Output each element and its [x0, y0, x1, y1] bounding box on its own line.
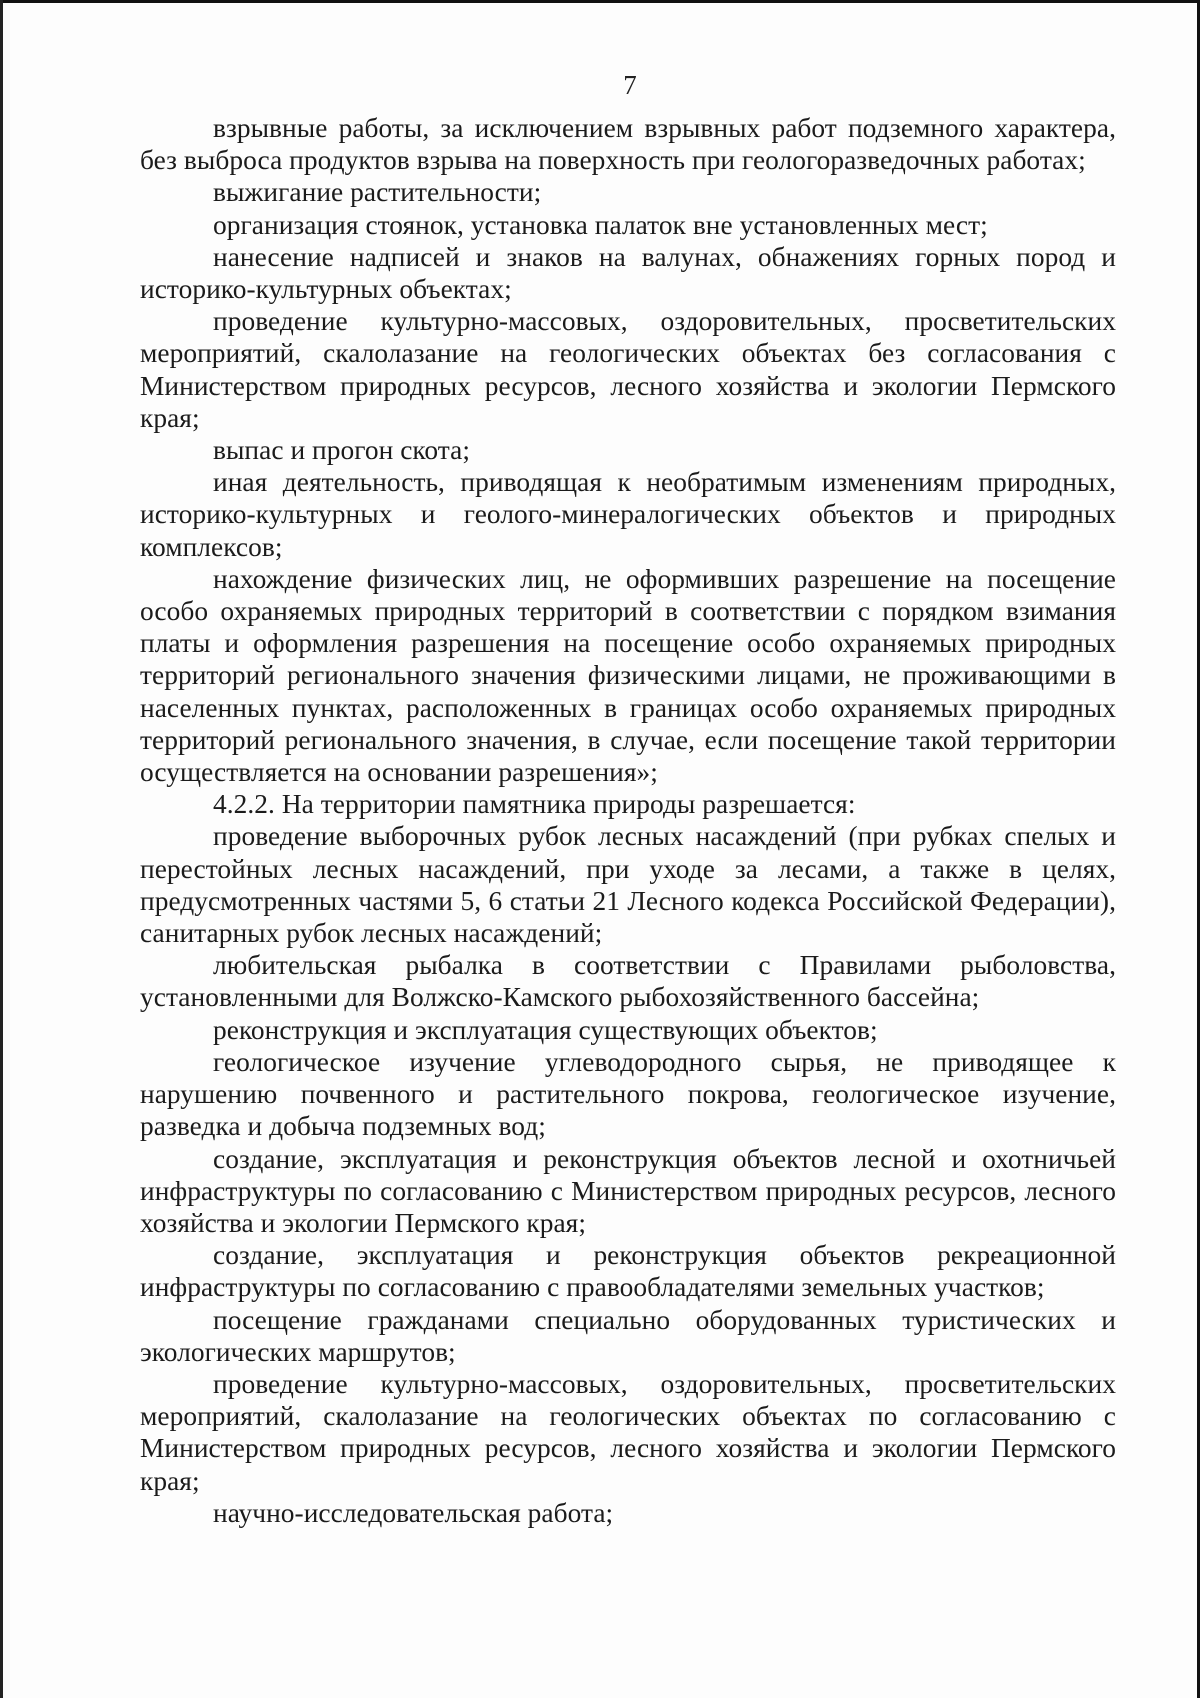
paragraph: геологическое изучение углеводородного сырья, не приводящее к нарушению почвенного и растительного покрова, геологическое изучение, разведка и добыча подземных вод; [140, 1046, 1116, 1142]
paragraph: любительская рыбалка в соответствии с Правилами рыболовства, установленными для Волжско-Камского рыбохозяйственного бассейна; [140, 950, 1116, 1013]
document-body [140, 112, 1116, 1529]
paragraph: нахождение физических лиц, не оформивших разрешение на посещение особо охраняемых природных территорий в соответствии с порядком взимания платы и оформления разрешения на посещение особо охраняемых природных территорий регионального значения физическими лицами, не проживающими в населенных пунктах, расположенных в границах особо охраняемых природных территорий регионального значения, в случае, если посещение такой территории осуществляется на основании разрешения»; [140, 563, 1116, 788]
section-heading-4-2-2: 4.2.2. На территории памятника природы разрешается: [213, 789, 856, 820]
paragraph: организация стоянок, установка палаток вне установленных мест; [213, 209, 988, 240]
paragraph: проведение культурно-массовых, оздоровительных, просветительских мероприятий, скалолазание на геологических объектах без согласования с Министерством природных ресурсов, лесного хозяйства и экологии Пермского края; [140, 306, 1116, 433]
paragraph: выпас и прогон скота; [213, 435, 470, 466]
paragraph: взрывные работы, за исключением взрывных работ подземного характера, без выброса продуктов взрыва на поверхность при геологоразведочных работах; [140, 113, 1116, 176]
paragraph: научно-исследовательская работа; [213, 1497, 614, 1528]
paragraph: посещение гражданами специально оборудованных туристических и экологических маршрутов; [140, 1304, 1116, 1367]
paragraph: выжигание растительности; [213, 177, 542, 208]
paragraph: создание, эксплуатация и реконструкция объектов рекреационной инфраструктуры по согласованию с правообладателями земельных участков; [140, 1240, 1116, 1303]
paragraph: создание, эксплуатация и реконструкция объектов лесной и охотничьей инфраструктуры по согласованию с Министерством природных ресурсов, лесного хозяйства и экологии Пермского края; [140, 1143, 1116, 1238]
paragraph: проведение культурно-массовых, оздоровительных, просветительских мероприятий, скалолазание на геологических объектах по согласованию с Министерством природных ресурсов, лесного хозяйства и экологии Пермского края; [140, 1368, 1116, 1496]
page-number: 7 [623, 70, 637, 100]
paragraph: реконструкция и эксплуатация существующих объектов; [213, 1014, 878, 1045]
paragraph: иная деятельность, приводящая к необратимым изменениям природных, историко-культурных и геолого-минералогических объектов и природных комплексов; [140, 467, 1116, 562]
scan-edge-top [0, 0, 1200, 3]
scan-edge-left [0, 0, 3, 1698]
paragraph: нанесение надписей и знаков на валунах, обнажениях горных пород и историко-культурных объектах; [140, 241, 1116, 305]
paragraph: проведение выборочных рубок лесных насаждений (при рубках спелых и перестойных лесных насаждений, при уходе за лесами, а также в целях, предусмотренных частями 5, 6 статьи 21 Лесного кодекса Российской Федерации), санитарных рубок лесных насаждений; [140, 821, 1116, 949]
